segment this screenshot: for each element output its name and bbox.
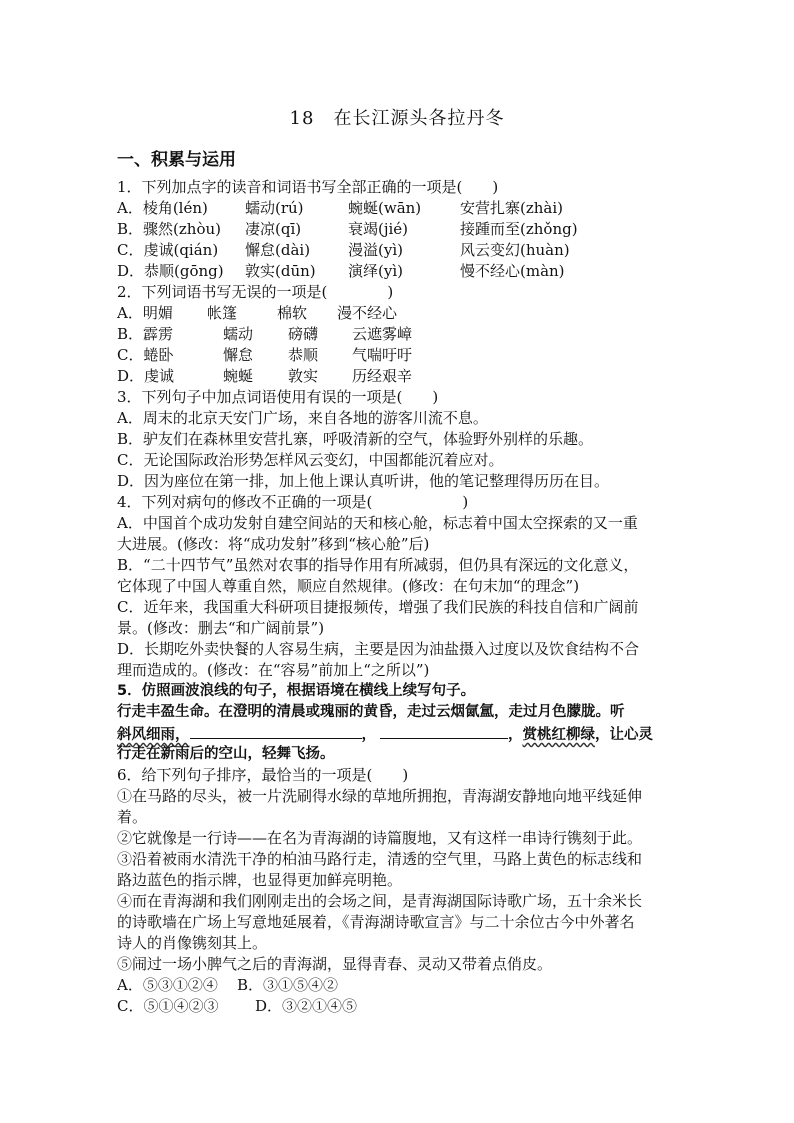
- q6-sentence-2: ②它就像是一行诗——在名为青海湖的诗篇腹地，又有这样一串诗行镌刻于此。: [117, 829, 643, 847]
- q2-option-d: D．虔诚 蜿蜒 敦实 历经艰辛: [117, 367, 413, 385]
- q3-stem: 3．下列句子中加点词语使用有误的一项是( ): [117, 388, 439, 406]
- q1-option-d: D．恭顺(gōng) 敦实(dūn) 演绎(yì) 慢不经心(màn): [117, 262, 565, 280]
- q2-option-c: C．蜷卧 懈怠 恭顺 气喘吁吁: [117, 346, 413, 364]
- q4-option-b: B．“二十四节气”虽然对农事的指导作用有所减弱，但仍具有深远的文化意义，: [117, 556, 639, 574]
- q3-option-d: D．因为座位在第一排，加上他上课认真听讲，他的笔记整理得历历在目。: [117, 472, 610, 490]
- section-heading: 一、积累与运用: [117, 150, 236, 170]
- q1-option-a: A．棱角(lén) 蠕动(rú) 蜿蜒(wān) 安营扎寨(zhài): [117, 199, 564, 217]
- q4-stem: 4．下列对病句的修改不正确的一项是( ): [117, 493, 469, 511]
- q2-option-a: A．明媚 帐篷 棉软 漫不经心: [117, 304, 398, 322]
- wavy-sentence: 斜风细雨，: [117, 727, 190, 743]
- q1-stem: 1．下列加点字的读音和词语书写全部正确的一项是( ): [117, 178, 499, 196]
- q4-option-b-cont: 它体现了中国人尊重自然，顺应自然规律。(修改：在句末加“的理念”): [117, 577, 580, 595]
- q1-option-c: C．虔诚(qián) 懈怠(dài) 漫溢(yì) 风云变幻(huàn): [117, 241, 570, 259]
- q3-option-b: B．驴友们在森林里安营扎寨，呼吸清新的空气，体验野外别样的乐趣。: [117, 430, 594, 448]
- q5-stem: 5．仿照画波浪线的句子，根据语境在横线上续写句子。: [117, 683, 476, 699]
- q3-option-a: A．周末的北京天安门广场，来自各地的游客川流不息。: [117, 409, 488, 427]
- q6-sentence-3-cont: 路边蓝色的指示牌，也显得更加鲜亮明艳。: [117, 871, 403, 889]
- q5-passage-line2: 斜风细雨， ， ，赏桃红柳绿，让心灵: [117, 723, 682, 744]
- wavy-sentence-2: 赏桃红柳绿: [522, 727, 595, 743]
- q3-option-c: C．无论国际政治形势怎样风云变幻，中国都能沉着应对。: [117, 451, 504, 469]
- q2-option-b: B．霹雳 蠕动 磅礴 云遮雾嶂: [117, 325, 413, 343]
- q6-sentence-4-cont: 的诗歌墙在广场上写意地延展着，《青海湖诗歌宣言》与二十余位古今中外著名: [117, 913, 635, 931]
- q1-option-b: B．骤然(zhòu) 凄凉(qī) 衰竭(jié) 接踵而至(zhǒng): [117, 220, 578, 238]
- q4-option-c-cont: 景。(修改：删去“和广阔前景”): [117, 619, 325, 637]
- q6-sentence-4-cont2: 诗人的肖像镌刻其上。: [117, 934, 268, 952]
- q6-sentence-1-cont: 着。: [117, 808, 148, 826]
- q5-passage-line1: 行走丰盈生命。在澄明的清晨或瑰丽的黄昏，走过云烟氤氲，走过月色朦胧。听: [117, 704, 625, 720]
- question-list: [117, 177, 682, 1017]
- q4-option-a: A．中国首个成功发射自建空间站的天和核心舱，标志着中国太空探索的又一重: [117, 514, 638, 532]
- q6-sentence-1: ①在马路的尽头，被一片洗刷得水绿的草地所拥抱，青海湖安静地向地平线延伸: [117, 787, 643, 805]
- q6-sentence-5: ⑤闹过一场小脾气之后的青海湖，显得青春、灵动又带着点俏皮。: [117, 955, 553, 973]
- q5-passage-line3: 行走在新雨后的空山，轻舞飞扬。: [117, 746, 335, 762]
- q2-stem: 2．下列词语书写无误的一项是( ): [117, 283, 394, 301]
- answer-blank-1[interactable]: [190, 723, 362, 739]
- q6-sentence-3: ③沿着被雨水清洗干净的柏油马路行走，清透的空气里，马路上黄色的标志线和: [117, 850, 643, 868]
- q4-option-a-cont: 大进展。(修改：将“成功发射”移到“核心舱”后): [117, 535, 430, 553]
- q4-option-d-cont: 理而造成的。(修改：在“容易”前加上“之所以”): [117, 661, 430, 679]
- page-title: 18 在长江源头各拉丹冬: [289, 108, 505, 129]
- q4-option-d: D．长期吃外卖快餐的人容易生病，主要是因为油盐摄入过度以及饮食结构不合: [117, 640, 640, 658]
- q6-options-cd: C．⑤①④②③ D．③②①④⑤: [117, 997, 358, 1015]
- q6-stem: 6．给下列句子排序，最恰当的一项是( ): [117, 766, 409, 784]
- q6-sentence-4: ④而在青海湖和我们刚刚走出的会场之间，是青海湖国际诗歌广场，五十余米长: [117, 892, 643, 910]
- q4-option-c: C．近年来，我国重大科研项目捷报频传，增强了我们民族的科技自信和广阔前: [117, 598, 639, 616]
- answer-blank-2[interactable]: [380, 723, 508, 739]
- q6-options-ab: A．⑤③①②④ B．③①⑤④②: [117, 976, 339, 994]
